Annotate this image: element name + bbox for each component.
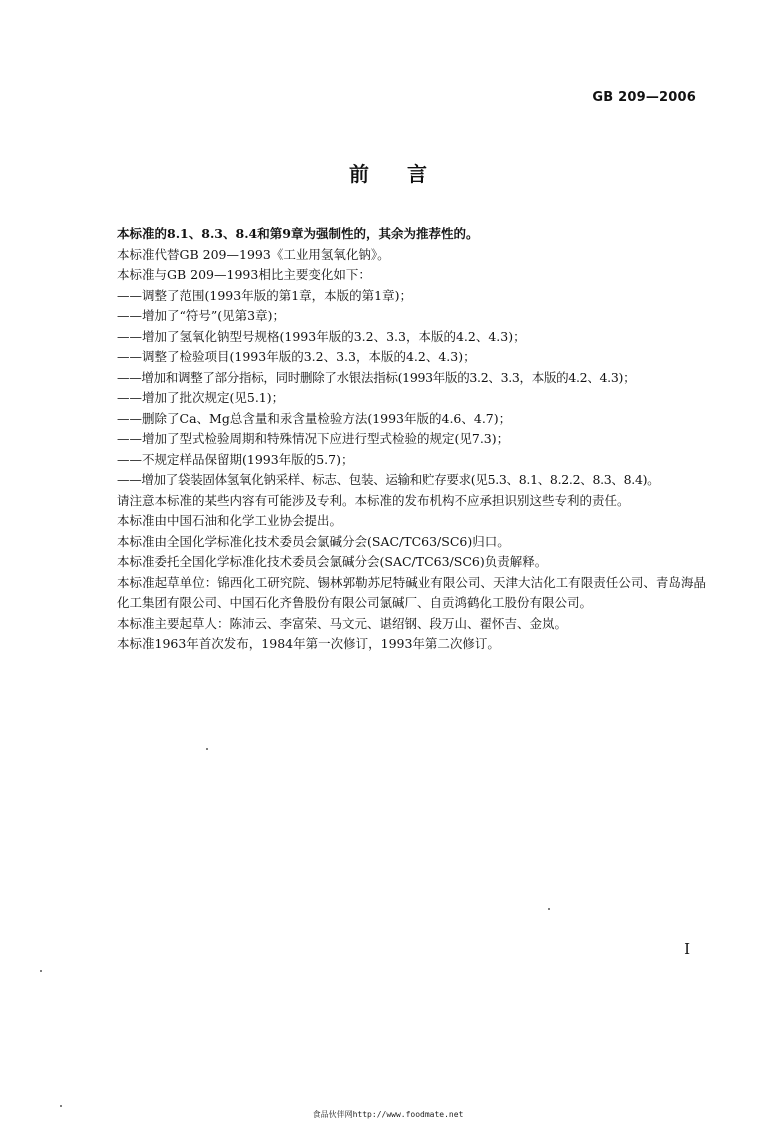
paragraph-proposed-by: 本标准由中国石油和化学工业协会提出。 xyxy=(117,513,343,528)
paragraph-replaces: 本标准代替GB 209—1993《工业用氢氧化钠》。 xyxy=(117,246,390,262)
change-item: ——调整了检验项目(1993年版的3.2、3.3，本版的4.2、4.3)； xyxy=(117,349,476,364)
page-title: 前言 xyxy=(349,162,465,186)
scan-speck xyxy=(548,908,550,910)
scan-speck xyxy=(60,1105,62,1107)
change-item: ——增加和调整了部分指标，同时删除了水银法指标(1993年版的3.2、3.3，本版的4.2、4.3)； xyxy=(117,369,636,385)
foreword-body xyxy=(86,224,706,655)
paragraph-administered-by: 本标准由全国化学标准化技术委员会氯碱分会(SAC/TC63/SC6)归口。 xyxy=(117,533,510,549)
change-item: ——增加了氢氧化钠型号规格(1993年版的3.2、3.3，本版的4.2、4.3)； xyxy=(117,328,526,344)
change-item: ——不规定样品保留期(1993年版的5.7)； xyxy=(117,451,354,467)
footer-watermark: 食品伙伴网http://www.foodmate.net xyxy=(312,1110,464,1119)
scan-speck xyxy=(40,970,42,972)
paragraph-changes-intro: 本标准与GB 209—1993相比主要变化如下： xyxy=(117,267,371,282)
change-item: ——增加了型式检验周期和特殊情况下应进行型式检验的规定(见7.3)； xyxy=(117,431,510,446)
standard-number: GB 209—2006 xyxy=(592,90,696,105)
change-item: ——删除了Ca、Mg总含量和汞含量检验方法(1993年版的4.6、4.7)； xyxy=(117,410,512,426)
change-item: ——增加了批次规定(见5.1)； xyxy=(117,390,285,405)
paragraph-history: 本标准1963年首次发布，1984年第一次修订，1993年第二次修订。 xyxy=(117,636,500,651)
page-number: I xyxy=(684,940,690,958)
change-item: ——增加了“符号”(见第3章)； xyxy=(117,308,285,323)
scan-speck xyxy=(206,748,208,750)
paragraph-patent-notice: 请注意本标准的某些内容有可能涉及专利。本标准的发布机构不应承担识别这些专利的责任。 xyxy=(117,492,630,508)
change-item: ——调整了范围(1993年版的第1章，本版的第1章)； xyxy=(117,287,412,303)
paragraph-mandatory-clauses: 本标准的8.1、8.3、8.4和第9章为强制性的，其余为推荐性的。 xyxy=(117,226,479,241)
paragraph-drafting-units: 本标准起草单位：锦西化工研究院、锡林郭勒苏尼特碱业有限公司、天津大沽化工有限责任公司、青岛海晶化工集团有限公司、中国石化齐鲁股份有限公司氯碱厂、自贡鸿鹤化工股份有限公司。 xyxy=(117,574,706,610)
paragraph-drafters: 本标准主要起草人：陈沛云、李富荣、马文元、谌绍钢、段万山、翟怀吉、金岚。 xyxy=(117,615,568,631)
paragraph-interpreted-by: 本标准委托全国化学标准化技术委员会氯碱分会(SAC/TC63/SC6)负责解释。 xyxy=(117,554,548,569)
change-item: ——增加了袋装固体氢氧化钠采样、标志、包装、运输和贮存要求(见5.3、8.1、8.2.2、8.3、8.4)。 xyxy=(117,472,660,487)
